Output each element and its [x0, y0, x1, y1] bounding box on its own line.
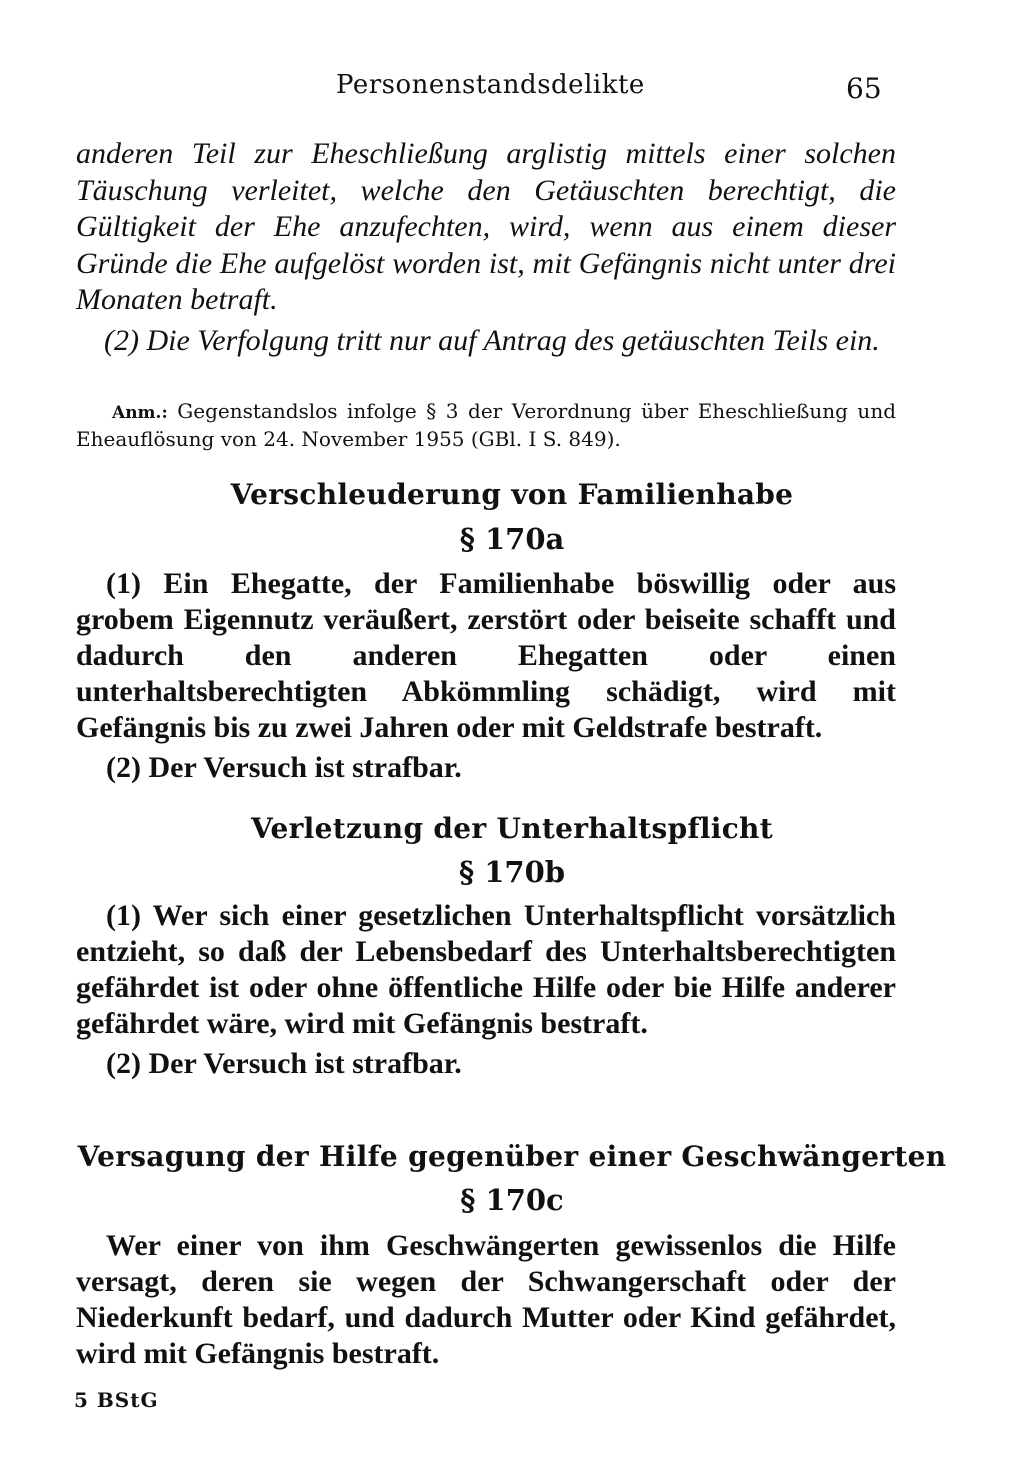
intro-paragraph-1: anderen Teil zur Eheschließung arglistig mittels einer solchen Täuschung verleitet, welche den Getäuschten berechtigt, die Gültigkeit der Ehe anzufechten, wird, wenn aus einem dieser Gründe die Ehe aufgelöst worden ist, mit Gefängnis nicht unter drei Monaten betraft.: [76, 137, 896, 316]
section-170a-paragraph-2: (2) Der Versuch ist strafbar.: [106, 751, 462, 784]
paragraph-number-170a: § 170a: [459, 522, 565, 556]
section-heading-170b: Verletzung der Unterhaltspflicht: [251, 812, 773, 845]
section-heading-170c: Versagung der Hilfe gegenüber einer Geschwängerten: [77, 1140, 947, 1173]
note-label: Anm.:: [112, 403, 168, 423]
paragraph-number-170b: § 170b: [458, 855, 566, 889]
intro-text: [76, 136, 896, 359]
intro-paragraph-2: (2) Die Verfolgung tritt nur auf Antrag des getäuschten Teils ein.: [104, 323, 880, 357]
section-heading-170a: Verschleuderung von Familienhabe: [230, 478, 794, 511]
section-170b-paragraph-1: (1) Wer sich einer gesetzlichen Unterhaltspflicht vorsätzlich entzieht, so daß der Lebensbedarf des Unterhaltsberechtigten gefährdet ist oder ohne öffentliche Hilfe oder bie Hilfe anderer gefährdet wäre, wird mit Gefängnis bestraft.: [76, 899, 896, 1040]
page-header: [0, 70, 1024, 110]
section-body-170b: [76, 898, 896, 1082]
page-number: 65: [846, 72, 882, 105]
paragraph-number-170c: § 170c: [460, 1183, 564, 1217]
section-body-170c: [76, 1228, 896, 1372]
section-170a-paragraph-1: (1) Ein Ehegatte, der Familienhabe böswillig oder aus grobem Eigennutz veräußert, zerstört oder beiseite schafft und dadurch den anderen Ehegatten oder einen unterhaltsberechtigten Abkömmling schädigt, wird mit Gefängnis bis zu zwei Jahren oder mit Geldstrafe bestraft.: [76, 567, 896, 744]
running-title: Personenstandsdelikte: [336, 70, 645, 100]
signature-mark: 5 BStG: [74, 1388, 159, 1412]
section-170c-paragraph-1: Wer einer von ihm Geschwängerten gewissenlos die Hilfe versagt, deren sie wegen der Schwangerschaft oder der Niederkunft bedarf, und dadurch Mutter oder Kind gefährdet, wird mit Gefängnis bestraft.: [76, 1229, 896, 1370]
section-body-170a: [76, 566, 896, 786]
note-text: Gegenstandslos infolge § 3 der Verordnung über Eheschließung und Eheauflösung von 24. November 1955 (GBl. I S. 849).: [76, 399, 897, 451]
section-170b-paragraph-2: (2) Der Versuch ist strafbar.: [106, 1047, 462, 1080]
annotation-note: [76, 398, 896, 452]
